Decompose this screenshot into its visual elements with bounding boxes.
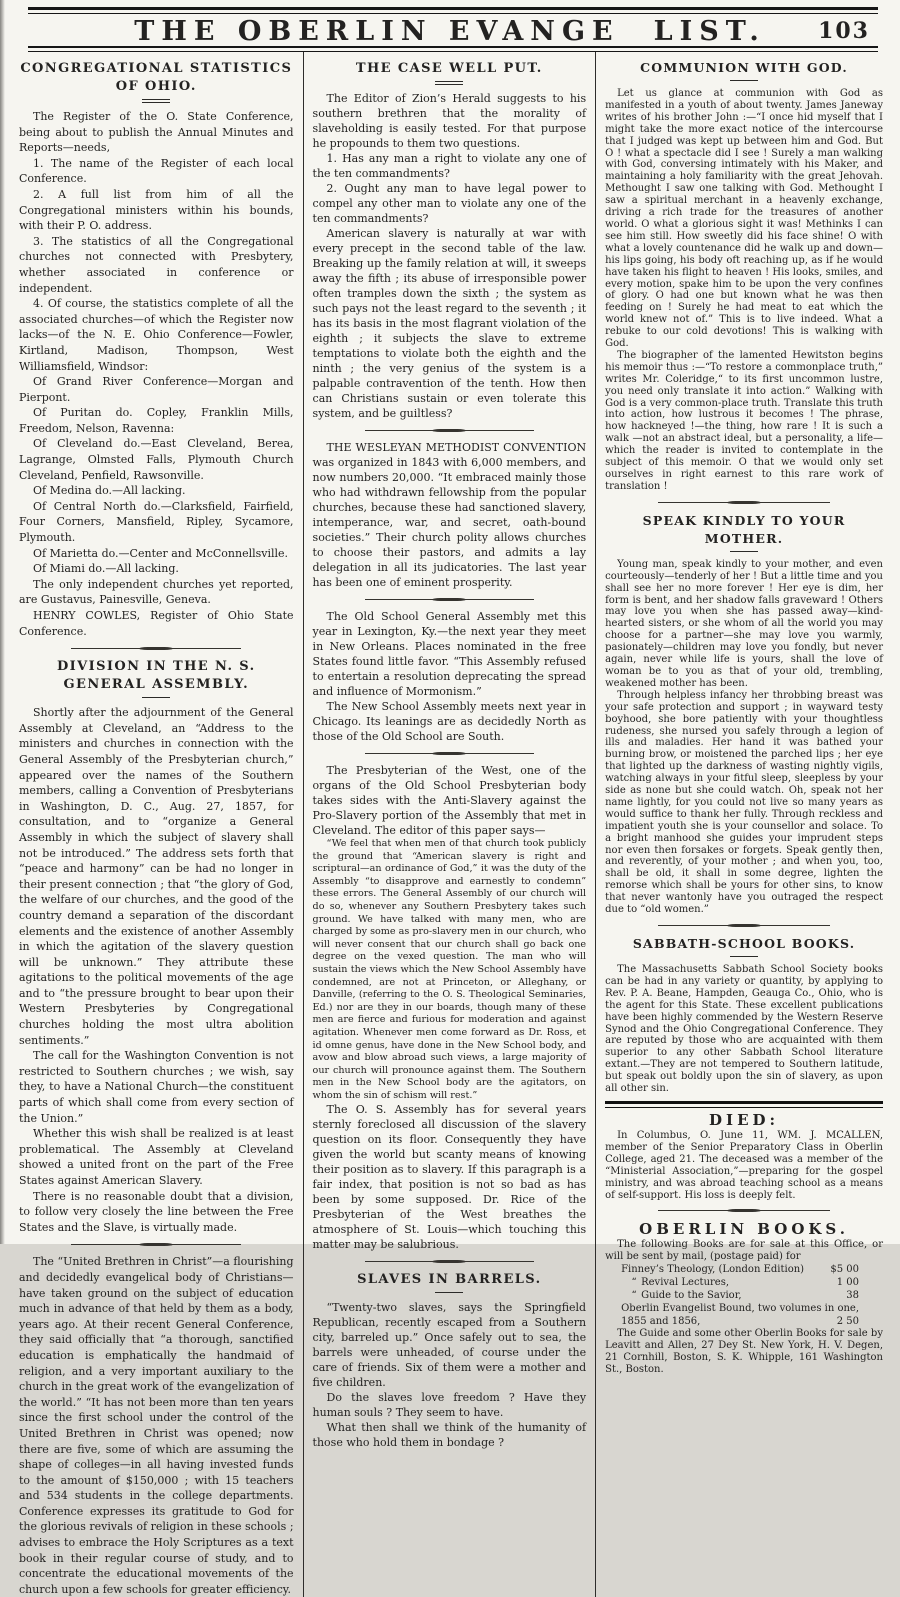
section-divider xyxy=(658,921,830,930)
book-title: Oberlin Evangelist Bound, two volumes in one, xyxy=(621,1303,859,1315)
article-paragraph: The Massachusetts Sabbath School Society books can be had in any variety or quantity, by applying to Rev. P. A. Beane, Hampden, Geauga Co., Ohio, who is the agent for this State. These excellent publications have been highly commended by the Western Reserve Synod and the Ohio Congregational Conference. They are reputed by those who are acquainted with them superior to any other Sabbath School literature extant.—They are not tempered to Southern latitude, but speak out boldly upon the sin of slavery, as upon all other sin. xyxy=(605,964,883,1095)
book-list-intro: The following Books are for sale at this Office, or will be sent by mail, (postage paid) for xyxy=(605,1239,883,1263)
book-title: Guide to the Savior, xyxy=(641,1290,742,1302)
heading-rule xyxy=(142,697,170,698)
section-divider xyxy=(365,1257,535,1266)
article-paragraph: The call for the Washington Convention is not restricted to Southern churches ; we wish, say they, to have a National Church—the constituent parts of which shall come from every section of the Union.” xyxy=(19,1049,294,1125)
article-heading: DIED: xyxy=(709,1110,780,1129)
book-list-item xyxy=(605,1315,883,1328)
article-paragraph: The Presbyterian of the West, one of the organs of the Old School Presbyterian body takes sides with the Anti-Slavery against the Pro-Slavery portion of the Assembly that met in Cleveland. The editor of this paper says— xyxy=(312,764,587,837)
book-title: 1855 and 1856, xyxy=(621,1316,701,1328)
article-paragraph: Let us glance at communion with God as manifested in a youth of about twenty. James Janeway writes of his brother John :—“I once hid myself that I might take the more exact notice of the intercourse that I judged was kept up between him and God. But O ! what a spectacle did I see ! Surely a man walking with God, conversing intimately with his Maker, and maintaining a holy familiarity with the great Jehovah. Methought I saw one talking with God. Methought I saw a spiritual merchant in a heavenly exchange, driving a rich trade for the treasures of another world. O what a glorious sight it was! Methinks I can see him still. How sweetly did his face shine! O with what a lovely countenance did he walk up and down— his lips going, his body oft reaching up, as if he would have taken his flight to heaven ! His looks, smiles, and every motion, spake him to be upon the very confines of glory. O had one but known what he was then feeding on ! Surely he had meat to eat which the world knew not of.” This is to live indeed. What a rebuke to our cold devotions! This is walking with God. xyxy=(605,88,883,350)
article-paragraph: Of Cleveland do.—East Cleveland, Berea, Lagrange, Olmsted Falls, Plymouth Church Cleveland, Penfield, Rawsonville. xyxy=(19,437,294,482)
article-heading: OBERLIN BOOKS. xyxy=(639,1220,849,1239)
heading-rule xyxy=(730,80,758,81)
masthead-title-left: THE OBERLIN EVANGE xyxy=(134,16,620,47)
heading-rule xyxy=(730,551,758,552)
article-paragraph: Shortly after the adjournment of the General Assembly at Cleveland, an “Address to the ministers and churches in connection with the General Assembly of the Presbyterian church,” appeared over the names of the Southern members, calling a Convention of Presbyterians in Washington, D. C., Aug. 27, 1857, for consultation, and to “organize a General Assembly in which the subject of slavery shall not be introduced.” The address sets forth that “peace and harmony” can be had no longer in their present connection ; that “the glory of God, the welfare of our churches, and the good of the country demand a separation of the discordant elements and the existence of another Assembly in which the agitation of the slavery question will be unknown.” They attribute these agitations to the political movements of the age and to “the pressure brought to bear upon their Western Presbyteries by Congregational churches holding the most ultra abolition sentiments.” xyxy=(19,706,294,1047)
top-double-rule xyxy=(28,7,878,14)
section-divider xyxy=(658,1206,830,1215)
ditto-mark: “ xyxy=(631,1290,637,1302)
article-paragraph: Of Central North do.—Clarksfield, Fairfield, Four Corners, Mansfield, Ripley, Sycamore, Plymouth. xyxy=(19,499,294,545)
heading-rule xyxy=(142,99,170,103)
scan-edge-artifact xyxy=(0,0,5,1244)
article-paragraph: Do the slaves love freedom ? Have they human souls ? They seem to have. xyxy=(312,1391,587,1420)
book-price: $5 00 xyxy=(830,1264,859,1276)
article-paragraph: Of Puritan do. Copley, Franklin Mills, Freedom, Nelson, Ravenna: xyxy=(19,406,294,435)
book-price: 38 xyxy=(846,1290,859,1302)
article-paragraph: American slavery is naturally at war with every precept in the second table of the law. Breaking up the family relation at will, it sweeps away the fifth ; its abuse of irresponsible power often tramples down the sixth ; the system as such pays not the least regard to the seventh ; it has its basis in the most flagrant violation of the eighth ; it subjects the slave to extreme temptations to violate both the eighth and the ninth ; the very genius of the system is a palpable contravention of the tenth. How then can Christians sustain or even tolerate this system, and be guiltless? xyxy=(312,227,587,420)
masthead xyxy=(0,16,900,48)
book-list-item xyxy=(605,1289,883,1302)
column-3 xyxy=(595,52,892,1597)
article-paragraph: In Columbus, O. June 11, WM. J. MCALLEN, member of the Senior Preparatory Class in Oberlin College, aged 21. The deceased was a member of the “Ministerial Association,”—preparing for the gospel ministry, and was abroad teaching school as a means of self-support. His loss is deeply felt. xyxy=(605,1129,883,1201)
section-divider xyxy=(365,595,535,604)
article-paragraph: 4. Of course, the statistics complete of all the associated churches—of which the Register now lacks—of the N. E. Ohio Conference—Fowler, Kirtland, Madison, Thompson, West Williamsfield, Windsor: xyxy=(19,297,294,373)
article-paragraph: THE WESLEYAN METHODIST CONVENTION was organized in 1843 with 6,000 members, and now numbers 20,000. “It embraced mainly those who had withdrawn fellowship from the popular churches, because these had sanctioned slavery, intemperance, war, and secret, oath-bound societies.” Their church polity allows churches to choose their pastors, and admits a lay delegation in all its judicatories. The last year has been one of eminent prosperity. xyxy=(312,441,587,589)
book-price: 2 50 xyxy=(836,1316,859,1328)
article-heading: THE CASE WELL PUT. xyxy=(355,61,543,76)
heading-rule xyxy=(730,956,758,957)
section-divider xyxy=(658,498,830,507)
section-divider xyxy=(71,644,241,653)
article-byline: HENRY COWLES, Register of Ohio State Conference. xyxy=(19,609,294,638)
article-paragraph: Whether this wish shall be realized is at least problematical. The Assembly at Cleveland showed a united front on the part of the Free States against American Slavery. xyxy=(19,1127,294,1187)
section-divider xyxy=(365,749,535,758)
section-divider xyxy=(365,426,535,435)
heading-rule xyxy=(435,1292,463,1293)
article-paragraph: The O. S. Assembly has for several years sternly foreclosed all discussion of the slavery question on its floor. Consequently they have given the world but scanty means of knowing their position as to slavery. If this paragraph is a fair index, that position is not so bad as has been by some supposed. Dr. Rice of the Presbyterian of the West breathes the atmosphere of St. Louis—which touching this matter may be salubrious. xyxy=(312,1103,587,1252)
book-list-item xyxy=(605,1263,883,1276)
article-quote-paragraph: “We feel that when men of that church took publicly the ground that “American slavery is right and scriptural—an ordinance of God,” it was the duty of the Assembly “to disapprove and earnestly to condemn” these errors. The General Assembly of our church will do so, whenever any Southern Presbytery takes such ground. We have talked with many men, who are charged by some as pro-slavery men in our church, who will never consent that our church shall go back one degree on the vexed question. The man who will sustain the views which the New School Assembly have condemned, are not at Princeton, or Alleghany, or Danville, (referring to the O. S. Theological Seminaries, Ed.) nor are they in our boards, though many of these men are fierce and furious for moderation and against agitation. Whenever men come forward as Dr. Ross, et id omne genus, have done in the New School body, and avow and blow abroad such views, a large majority of our church will pronounce against them. The Southern men in the New School body are the agitators, on whom the sin of schism will rest.” xyxy=(312,838,587,1101)
article-paragraph: 1. Has any man a right to violate any one of the ten commandments? xyxy=(312,152,587,180)
column-layout xyxy=(10,52,892,1596)
article-paragraph: The New School Assembly meets next year in Chicago. Its leanings are as decidedly North as those of the Old School are South. xyxy=(312,700,587,743)
article-paragraph: The Old School General Assembly met this year in Lexington, Ky.—the next year they meet in New Orleans. Places nominated in the free States found little favor. “This Assembly refused to entertain a resolution deprecating the spread and influence of Mormonism.” xyxy=(312,610,587,698)
book-list-outro: The Guide and some other Oberlin Books for sale by Leavitt and Allen, 27 Dey St. New York, H. V. Degen, 21 Cornhill, Boston, S. K. Whipple, 161 Washington St., Boston. xyxy=(605,1328,883,1375)
article-paragraph: 2. A full list from him of all the Congregational ministers within his bounds, with their P. O. address. xyxy=(19,187,294,233)
article-paragraph: 3. The statistics of all the Congregational churches not connected with Presbytery, whether associated in conference or independent. xyxy=(19,234,294,295)
column-2 xyxy=(303,52,596,1597)
article-paragraph: The only independent churches yet reported, are Gustavus, Painesville, Geneva. xyxy=(19,577,294,607)
article-paragraph: Of Marietta do.—Center and McConnellsville. xyxy=(33,546,289,560)
article-heading: SPEAK KINDLY TO YOUR MOTHER. xyxy=(642,512,846,546)
book-title: Finney’s Theology, (London Edition) xyxy=(621,1264,805,1276)
article-paragraph: There is no reasonable doubt that a division, to follow very closely the line between the Free States and the Slave, is virtually made. xyxy=(19,1189,294,1234)
article-heading: DIVISION IN THE N. S. GENERAL ASSEMBLY. xyxy=(56,659,256,693)
article-heading: COMMUNION WITH GOD. xyxy=(640,60,848,75)
book-price: 1 00 xyxy=(836,1277,859,1289)
article-paragraph: Of Medina do.—All lacking. xyxy=(33,484,186,498)
book-list-item xyxy=(605,1276,883,1289)
article-heading: CONGREGATIONAL STATISTICS OF OHIO. xyxy=(20,61,293,94)
article-paragraph: 1. The name of the Register of each local Conference. xyxy=(19,156,294,186)
column-1 xyxy=(10,52,303,1597)
book-list-item xyxy=(605,1302,883,1315)
book-title: Revival Lectures, xyxy=(641,1277,730,1289)
section-divider xyxy=(71,1240,241,1249)
article-paragraph: Young man, speak kindly to your mother, and even courteously—tenderly of her ! But a little time and you shall see her no more forever ! Her eye is dim, her form is bent, and her shadow falls graveward ! Others may love you when she has passed away—kind-hearted sisters, or she whom of all the world you may choose for a partner—she may love you warmly, pasionately—children may love you fondly, but never again, never while life is yours, shall the love of woman be to you as that of your old, trembling, weakened mother has been. xyxy=(605,558,883,689)
heading-rule xyxy=(435,81,463,85)
article-paragraph: What then shall we think of the humanity of those who hold them in bondage ? xyxy=(312,1421,587,1450)
article-paragraph: The Register of the O. State Conference, being about to publish the Annual Minutes and Reports—needs, xyxy=(19,110,294,155)
article-paragraph: The Editor of Zion’s Herald suggests to his southern brethren that the morality of slaveholding is easily tested. For that purpose he propounds to them two questions. xyxy=(312,92,587,150)
article-paragraph: The “United Brethren in Christ”—a flourishing and decidedly evangelical body of Christians—have taken ground on the subject of education much in advance of that held by them as a body, years ago. At their recent General Conference, they said officially that “a thorough, sanctified education is emphatically the handmaid of religion, and a very important auxiliary to the church in the great work of the evangelization of the world.” “It has not been more than ten years since the first school under the control of the United Brethren in Christ was opened; now there are five, some of which are assuming the shape of colleges—in all having invested funds to the amount of $150,000 ; with 15 teachers and 534 students in the college departments. Conference expresses its gratitude to God for the glorious revivals of religion in these schools ; advises to embrace the Holy Scriptures as a text book in their regular course of study, and to concentrate the educational movements of the church upon a few schools for greater efficiency. xyxy=(19,1255,294,1596)
obituary-top-rule xyxy=(605,1101,883,1108)
page-number: 103 xyxy=(818,18,870,44)
masthead-title-right: LIST. xyxy=(653,16,766,47)
article-paragraph: Of Miami do.—All lacking. xyxy=(33,562,179,576)
article-heading: SABBATH-SCHOOL BOOKS. xyxy=(632,936,856,951)
article-paragraph: Through helpless infancy her throbbing breast was your safe protection and support ; in wayward testy boyhood, she bore patiently with your thoughtless rudeness, she nursed you safely through a legion of ills and maladies. Her hand it was bathed your burning brow, or moistened the parched lips ; her eye that lighted up the darkness of wasting nightly vigils, watching always in your fitful sleep, sleepless by your side as none but she could watch. Oh, speak not her name lightly, for you could not live so many years as would suffice to thank her fully. Through reckless and impatient youth she is your counsellor and solace. To a bright manhood she guides your imprudent steps nor even then forsakes or forgets. Speak gently then, and reverently, of your mother ; and when you, too, shall be old, it shall in some degree, lighten the remorse which shall be yours for other sins, to know that never wantonly have you outraged the respect due to “old women.” xyxy=(605,689,883,916)
article-paragraph: 2. Ought any man to have legal power to compel any other man to violate any one of the ten commandments? xyxy=(312,182,587,225)
article-paragraph: The biographer of the lamented Hewitston begins his memoir thus :—“To restore a commonplace truth,” writes Mr. Coleridge,“ to its first uncommon lustre, you need only translate it into action.” Walking with God is a very common-place truth. Translate this truth into action, how lustrous it becomes ! The phrase, how hackneyed !—the thing, how rare ! It is such a walk —not an abstract ideal, but a personality, a life—which the reader is invited to contemplate in the subject of this memoir. O that we would only set ourselves in right earnest to this rare work of translation ! xyxy=(605,349,883,492)
ditto-mark: “ xyxy=(631,1277,637,1289)
article-paragraph: Of Grand River Conference—Morgan and Pierpont. xyxy=(19,375,294,404)
article-heading: SLAVES IN BARRELS. xyxy=(357,1272,542,1288)
article-paragraph: “Twenty-two slaves, says the Springfield Republican, recently escaped from a Southern city, barreled up.” Once safely out to sea, the barrels were unheaded, of course under the care of friends. Six of them were a mother and five children. xyxy=(312,1301,587,1390)
book-price xyxy=(859,1302,883,1315)
